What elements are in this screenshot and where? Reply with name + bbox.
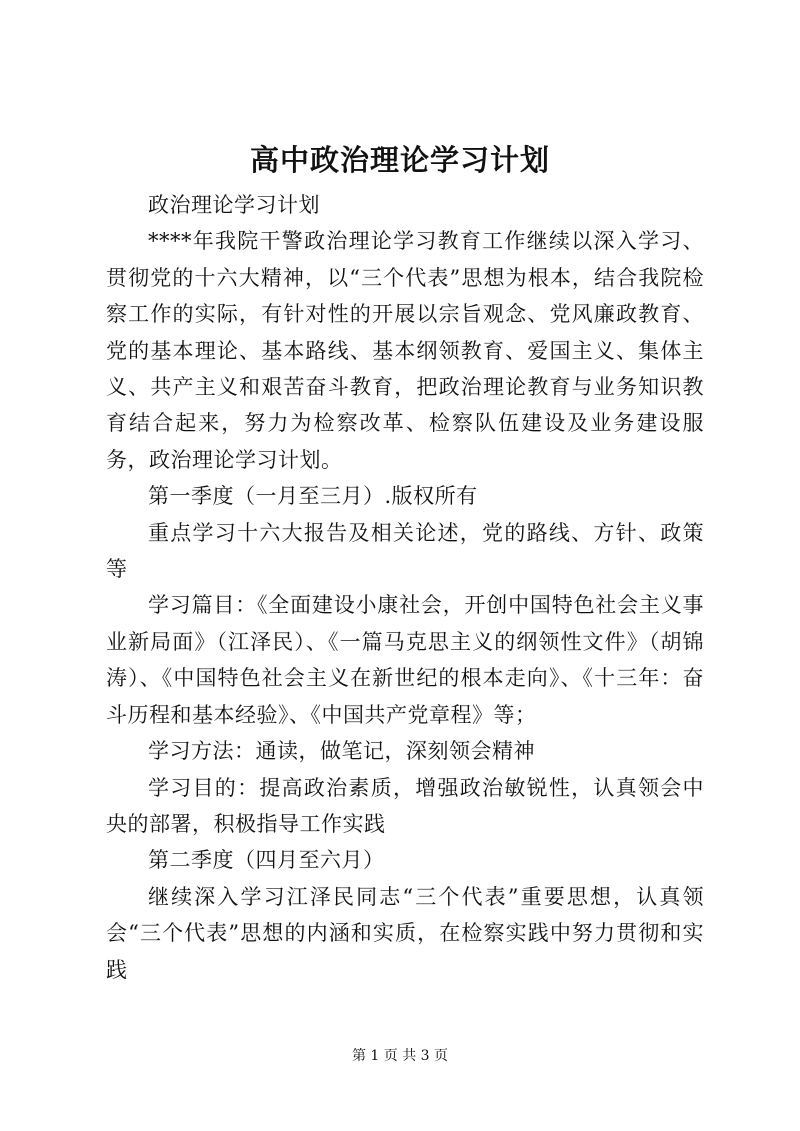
paragraph-q1-method: 学习方法：通读，做笔记，深刻领会精神 xyxy=(148,739,535,764)
paragraph-q2-heading: 第二季度（四月至六月） xyxy=(148,848,385,873)
paragraph-q1-readings: 学习篇目：《全面建设小康社会，开创中国特色社会主义事业新局面》（江泽民）、《一篇马克思主义的纲领性文件》（胡锦涛）、《中国特色社会主义在新世纪的根本走向》、《十三年：奋斗历程和基本经验》、《中国共产党章程》等； xyxy=(106,593,704,727)
paragraph-heading: 政治理论学习计划 xyxy=(148,193,320,217)
page-footer: 第 1 页 共 3 页 xyxy=(351,1048,449,1064)
paragraph-q1-goal: 学习目的：提高政治素质，增强政治敏锐性，认真领会中央的部署，积极指导工作实践 xyxy=(106,775,704,836)
paragraph-q1-focus: 重点学习十六大报告及相关论述，党的路线、方针、政策等 xyxy=(106,520,704,582)
paragraph-intro: ****年我院干警政治理论学习教育工作继续以深入学习、贯彻党的十六大精神，以“三个代表”思想为根本，结合我院检察工作的实际，有针对性的开展以宗旨观念、党风廉政教育、党的基本理论、基本路线、基本纲领教育、爱国主义、集体主义、共产主义和艰苦奋斗教育，把政治理论教育与业务知识教育结合起来，努力为检察改革、检察队伍建设及业务建设服务，政治理论学习计划。 xyxy=(106,229,704,472)
document-body xyxy=(106,187,704,988)
paragraph-q1-heading: 第一季度（一月至三月）.版权所有 xyxy=(148,484,478,509)
paragraph-q2-content: 继续深入学习江泽民同志“三个代表”重要思想，认真领会“三个代表”思想的内涵和实质，在检察实践中努力贯彻和实践 xyxy=(106,884,704,982)
document-title: 高中政治理论学习计划 xyxy=(249,143,550,177)
